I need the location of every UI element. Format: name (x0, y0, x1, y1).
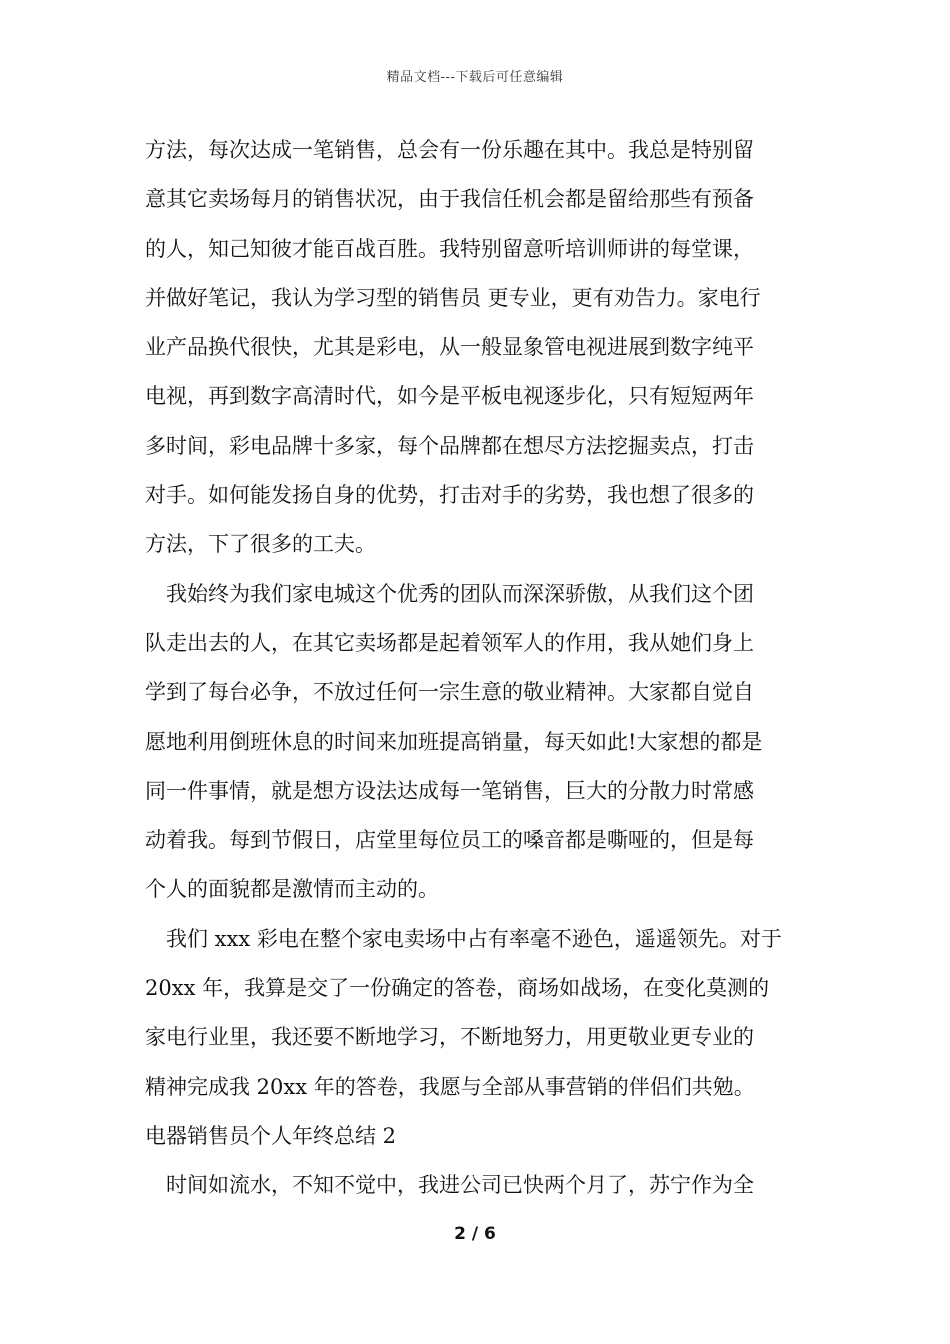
text-line: 方法，下了很多的工夫。 (145, 532, 376, 557)
text-line: 精神完成我 20xx 年的答卷，我愿与全部从事营销的伴侣们共勉。 (145, 1074, 755, 1099)
text-line: 业产品换代很快，尤其是彩电，从一般显象管电视进展到数字纯平 (145, 335, 754, 360)
text-line: 多时间，彩电品牌十多家，每个品牌都在想尽方法挖掘卖点，打击 (145, 433, 754, 458)
text-line: 队走出去的人，在其它卖场都是起着领军人的作用，我从她们身上 (145, 630, 754, 655)
text-line: 方法，每次达成一笔销售，总会有一份乐趣在其中。我总是特别留 (145, 138, 754, 162)
page-number: 2 / 6 (454, 1224, 496, 1244)
text-line: 20xx 年，我算是交了一份确定的答卷，商场如战场，在变化莫测的 (145, 976, 770, 1001)
text-line: 个人的面貌都是激情而主动的。 (145, 877, 439, 902)
text-line: 同一件事情，就是想方设法达成每一笔销售，巨大的分散力时常感 (145, 778, 754, 803)
text-line: 学到了每台必争，不放过任何一宗生意的敬业精神。大家都自觉自 (145, 680, 754, 705)
document-body (145, 126, 810, 1211)
text-line: 意其它卖场每月的销售状况，由于我信任机会都是留给那些有预备 (145, 187, 754, 212)
section-heading: 电器销售员个人年终总结 2 (145, 1123, 397, 1148)
text-line: 对手。如何能发扬自身的优势，打击对手的劣势，我也想了很多的 (145, 483, 754, 508)
text-line: 电视，再到数字高清时代，如今是平板电视逐步化，只有短短两年 (145, 384, 754, 409)
text-line: 的人，知己知彼才能百战百胜。我特别留意听培训师讲的每堂课， (145, 236, 754, 261)
paragraph-first-line: 我们 xxx 彩电在整个家电卖场中占有率毫不逊色，遥遥领先。对于 (166, 926, 782, 951)
text-line: 愿地利用倒班休息的时间来加班提高销量，每天如此!大家想的都是 (145, 729, 763, 754)
text-line: 并做好笔记，我认为学习型的销售员 更专业，更有劝告力。家电行 (145, 285, 761, 310)
text-line: 家电行业里，我还要不断地学习，不断地努力，用更敬业更专业的 (145, 1025, 754, 1050)
paragraph-first-line: 我始终为我们家电城这个优秀的团队而深深骄傲，从我们这个团 (166, 581, 754, 606)
page-header: 精品文档---下载后可任意编辑 (386, 70, 564, 85)
paragraph-first-line: 时间如流水，不知不觉中，我进公司已快两个月了，苏宁作为全 (166, 1173, 754, 1198)
text-line: 动着我。每到节假日，店堂里每位员工的嗓音都是嘶哑的，但是每 (145, 828, 754, 853)
